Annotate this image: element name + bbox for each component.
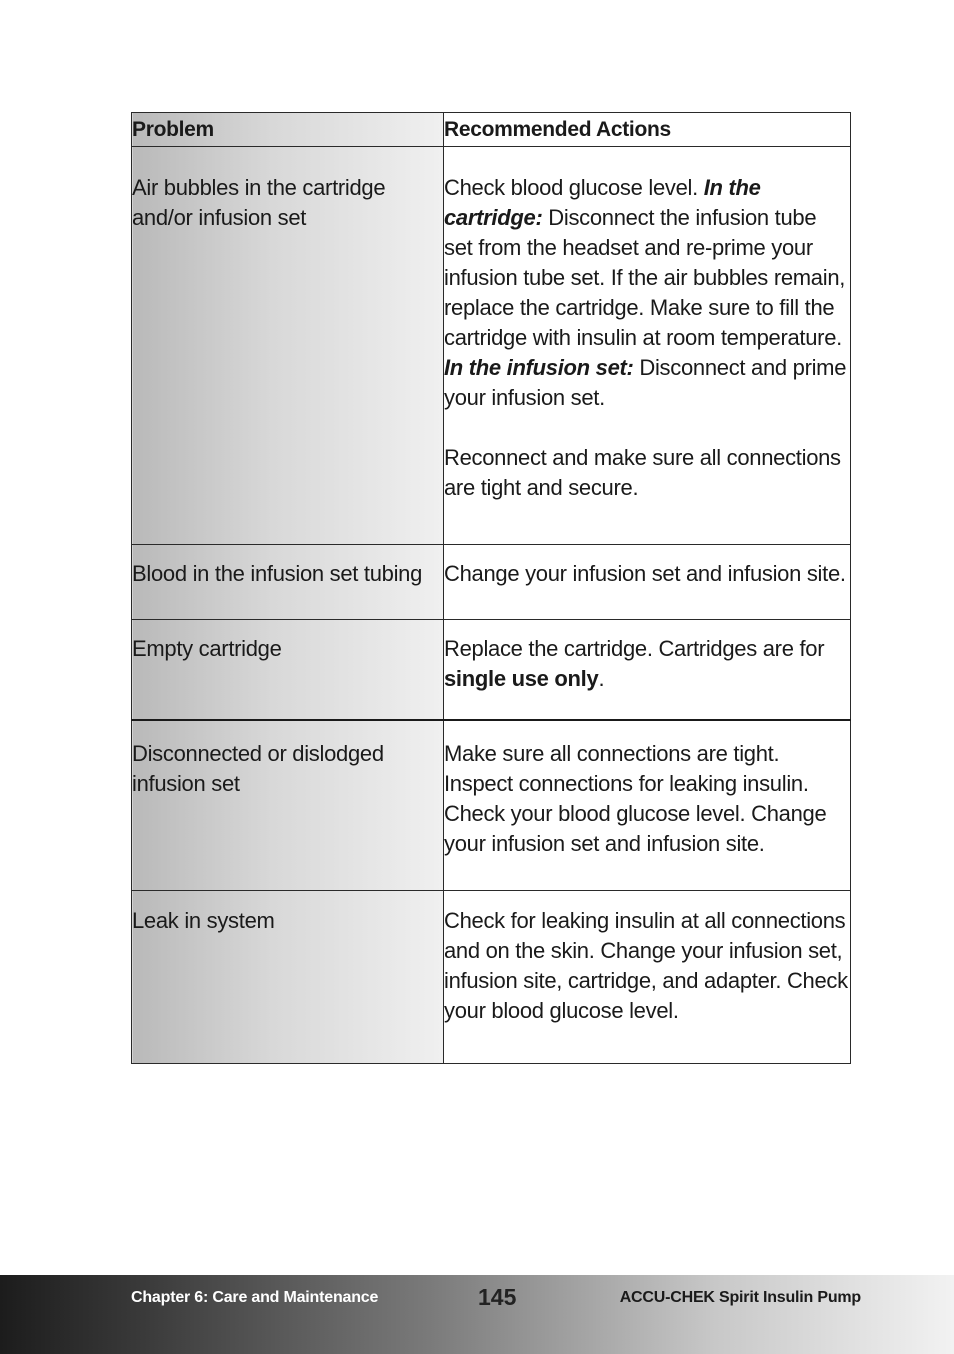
table-row [132, 147, 851, 545]
action-cell: Check for leaking insulin at all connections and on the skin. Change your infusion set, infusion site, cartridge, and adapter. Check your blood glucose level. [444, 891, 851, 1064]
action-note: Reconnect and make sure all connections are tight and secure. [444, 445, 841, 500]
action-emphasis: In the infusion set: [444, 355, 634, 380]
action-cell: Change your infusion set and infusion site. [444, 545, 851, 620]
header-recommended-actions: Recommended Actions [444, 113, 851, 147]
table-row [132, 720, 851, 891]
problem-cell: Leak in system [132, 891, 444, 1064]
action-text: Replace the cartridge. Cartridges are for [444, 636, 825, 661]
page-footer [0, 1275, 954, 1354]
action-text: Check blood glucose level. [444, 175, 704, 200]
action-text: Disconnect the infusion tube set from the headset and re-prime your infusion tube set. If the air bubbles remain, replace the cartridge. Make sure to fill the cartridge with insulin at room temperature. [444, 205, 846, 350]
action-cell [444, 147, 851, 545]
table-row [132, 620, 851, 721]
table-row [132, 891, 851, 1064]
action-cell: Make sure all connections are tight. Inspect connections for leaking insulin. Check your blood glucose level. Change your infusion set and infusion site. [444, 720, 851, 891]
table-row [132, 545, 851, 620]
action-emphasis: In the cartridge: [444, 175, 761, 230]
action-emphasis: single use only [444, 666, 599, 691]
troubleshooting-table [131, 112, 851, 1064]
footer-chapter-title: Chapter 6: Care and Maintenance [131, 1289, 379, 1306]
problem-cell: Disconnected or dislodged infusion set [132, 720, 444, 891]
action-text: . [598, 666, 605, 691]
header-problem: Problem [132, 113, 444, 147]
footer-product-name: ACCU-CHEK Spirit Insulin Pump [619, 1289, 861, 1306]
action-cell [444, 620, 851, 721]
problem-cell: Air bubbles in the cartridge and/or infusion set [132, 147, 444, 545]
action-text: Disconnect and prime your infusion set. [444, 355, 847, 410]
table-header-row [132, 113, 851, 147]
problem-cell: Blood in the infusion set tubing [132, 545, 444, 620]
problem-cell: Empty cartridge [132, 620, 444, 721]
page-number: 145 [478, 1284, 517, 1310]
